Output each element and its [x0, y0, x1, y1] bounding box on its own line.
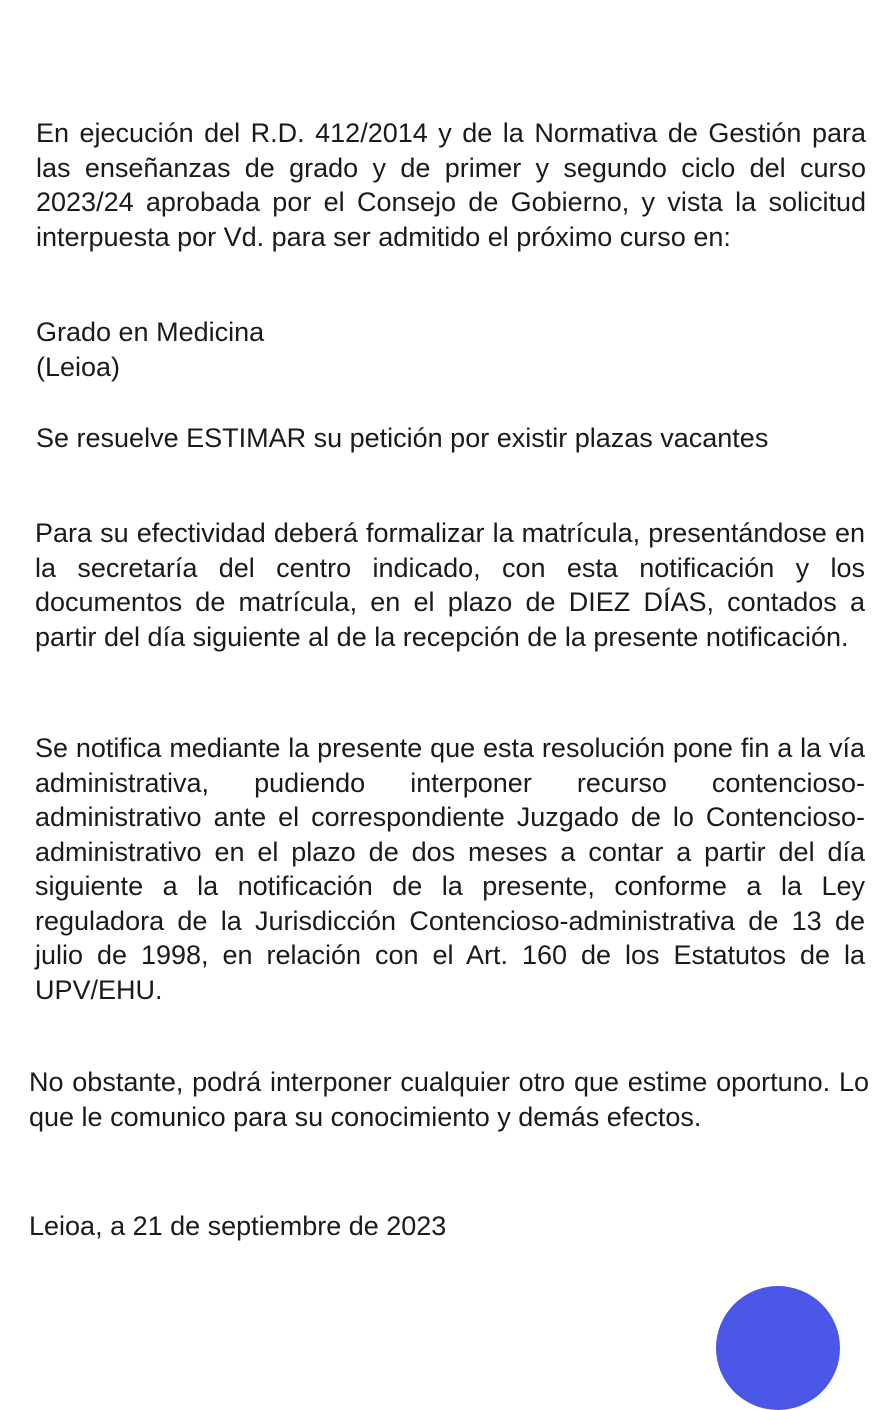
enrollment-paragraph: Para su efectividad deberá formalizar la matrícula, presentándose en la secretaría del centro indicado, con esta notificación y los documentos de matrícula, en el plazo de DIEZ DÍAS, contados a partir del día siguiente al de la recepción de la presente notificación. — [35, 518, 865, 652]
intro-paragraph: En ejecución del R.D. 412/2014 y de la Normativa de Gestión para las enseñanzas de grado y de primer y segundo ciclo del curso 2023/24 aprobada por el Consejo de Gobierno, y vista la solicitud interpuesta por Vd. para ser admitido el próximo curso en: — [36, 118, 866, 252]
degree-block — [36, 315, 866, 384]
place-date: Leioa, a 21 de septiembre de 2023 — [29, 1211, 447, 1241]
closing-paragraph: No obstante, podrá interponer cualquier otro que estime oportuno. Lo que le comunico para su conocimiento y demás efectos. — [29, 1067, 869, 1132]
resolution-statement: Se resuelve ESTIMAR su petición por existir plazas vacantes — [36, 423, 769, 453]
appeal-paragraph: Se notifica mediante la presente que esta resolución pone fin a la vía administrativa, pudiendo interponer recurso contencioso-administrativo ante el correspondiente Juzgado de lo Contencioso-administrativo en el plazo de dos meses a contar a partir del día siguiente a la notificación de la presente, conforme a la Ley reguladora de la Jurisdicción Contencioso-administrativa de 13 de julio de 1998, en relación con el Art. 160 de los Estatutos de la UPV/EHU. — [35, 733, 865, 1005]
degree-campus: (Leioa) — [36, 351, 121, 382]
degree-name: Grado en Medicina — [36, 317, 265, 347]
floating-action-button[interactable] — [716, 1286, 840, 1410]
